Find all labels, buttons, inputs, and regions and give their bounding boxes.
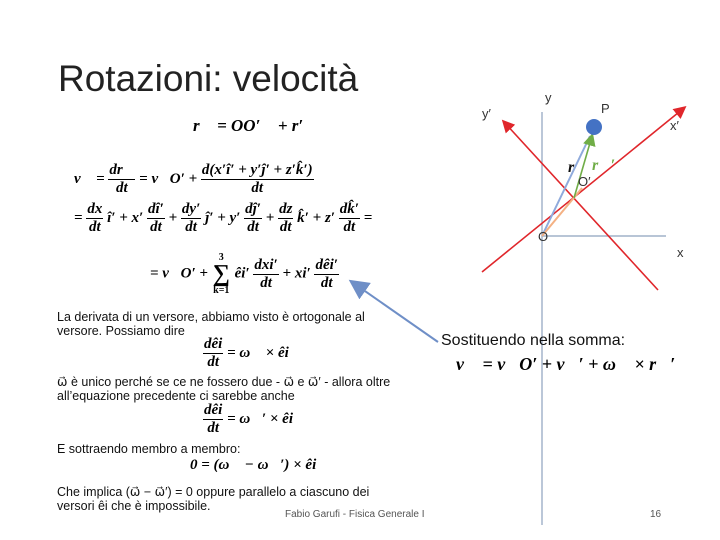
sum-sigma: ∑: [212, 261, 230, 287]
velocity-line-1: [74, 162, 314, 197]
fraction: $\frac{dz}{dt}$: [279, 201, 293, 235]
substituting-label: Sostituendo nella somma:: [441, 332, 626, 349]
fraction: $\frac{\text{dêi}}{dt}$: [204, 336, 223, 370]
para1-line1: La derivata di un versore, abbiamo visto è ortogonale al: [57, 310, 365, 324]
dr-dt-fraction: $\frac{dr⃗}{dt}$: [109, 162, 135, 196]
position-vector-equation: r⃗ = OO′⃗ + r′⃗: [193, 116, 317, 135]
fraction: $\frac{dy'}{dt}$: [181, 201, 201, 235]
label-r-prime: r⃗′: [592, 157, 616, 174]
sum-plus-xi: + xi′: [282, 265, 311, 282]
fraction: $\frac{dk̂'}{dt}$: [339, 201, 359, 235]
fraction: $\frac{dî'}{dt}$: [147, 201, 164, 235]
line2-b: î′ + x′: [107, 209, 144, 226]
label-r: r⃗: [568, 159, 587, 176]
label-x-prime: x′: [670, 118, 679, 133]
fraction: $\frac{dx}{dt}$: [87, 201, 103, 235]
sum-ei: êi′: [234, 265, 250, 282]
label-x: x: [677, 245, 684, 260]
omega-cross-ei: = ω⃗ × êi: [227, 344, 289, 361]
fraction: $\frac{\text{dxi′}}{dt}$: [254, 256, 278, 291]
velocity-sum-line: [150, 252, 339, 296]
slide-title: Rotazioni: velocità: [58, 58, 359, 99]
label-y-prime: y′: [482, 106, 491, 121]
para4-line1: Che implica (ω⃗ − ω⃗′) = 0 oppure parallelo a ciascuno dei: [57, 485, 370, 499]
para1-line2: versore. Possiamo dire: [57, 324, 185, 338]
label-o: O: [538, 229, 549, 244]
summation: [212, 252, 231, 296]
omega-derivative-equation: [203, 336, 289, 371]
position-derivative-fraction: $\frac{d(x'î' + y'ĵ' + z'k̂')}{dt}$: [201, 162, 313, 196]
label-o-prime: O′: [578, 174, 591, 189]
v-lhs: v⃗ =: [74, 170, 105, 187]
fraction: $\frac{\text{dêi}}{dt}$: [204, 402, 223, 436]
label-y: y: [545, 90, 552, 105]
para2-line1: ω⃗ è unico perché se ce ne fossero due - ω⃗ e ω⃗′ - allora oltre: [57, 375, 391, 389]
line2-h: k̂′ + z′: [297, 209, 335, 226]
sum-prefix: = v⃗O′ +: [150, 265, 208, 282]
omega-p-cross-ei: = ω⃗′ × êi: [227, 410, 293, 427]
omega-prime-derivative-equation: [203, 402, 293, 437]
label-p: P: [601, 101, 610, 116]
final-velocity-equation: v⃗ = v⃗O′ + v⃗′ + ω⃗ × r⃗′: [456, 354, 676, 374]
line2-e: ĵ′ + y′: [205, 209, 241, 226]
paragraph-orthogonal: [57, 310, 365, 338]
footer-author: Fabio Garufi - Fisica Generale I: [285, 509, 425, 520]
eq-plus-vo: = v⃗O′ +: [139, 170, 198, 187]
sum-bottom: k=1: [213, 285, 230, 296]
point-p: [586, 119, 602, 135]
para2-line2: all’equazione precedente ci sarebbe anche: [57, 389, 295, 403]
sum-top: 3: [218, 252, 224, 263]
paragraph-subtract: E sottraendo membro a membro:: [57, 442, 241, 456]
eq-sign: =: [74, 209, 83, 226]
page-number: 16: [650, 509, 662, 520]
para4-line2: versori êi che è impossibile.: [57, 499, 211, 513]
zero-cross-equation: 0 = (ω⃗ − ω⃗′) × êi: [190, 457, 317, 473]
x-prime-axis: [482, 108, 684, 272]
fraction: $\frac{\text{dêi′}}{dt}$: [315, 256, 339, 291]
velocity-line-2: = $\frac{dx}{dt}$ î′ + x′ $\frac{dî'}{dt}$ + $\frac{dy'}{dt}$ ĵ′ + y′ $\frac{dĵ'}{dt}$ + $\frac{dz}{dt}$ k̂′ + z′ $\frac{dk̂'}{dt}$ =: [74, 201, 373, 235]
pointer-arrow: [352, 282, 438, 342]
fraction: $\frac{dĵ'}{dt}$: [245, 201, 262, 235]
paragraph-uniqueness: [57, 375, 390, 403]
